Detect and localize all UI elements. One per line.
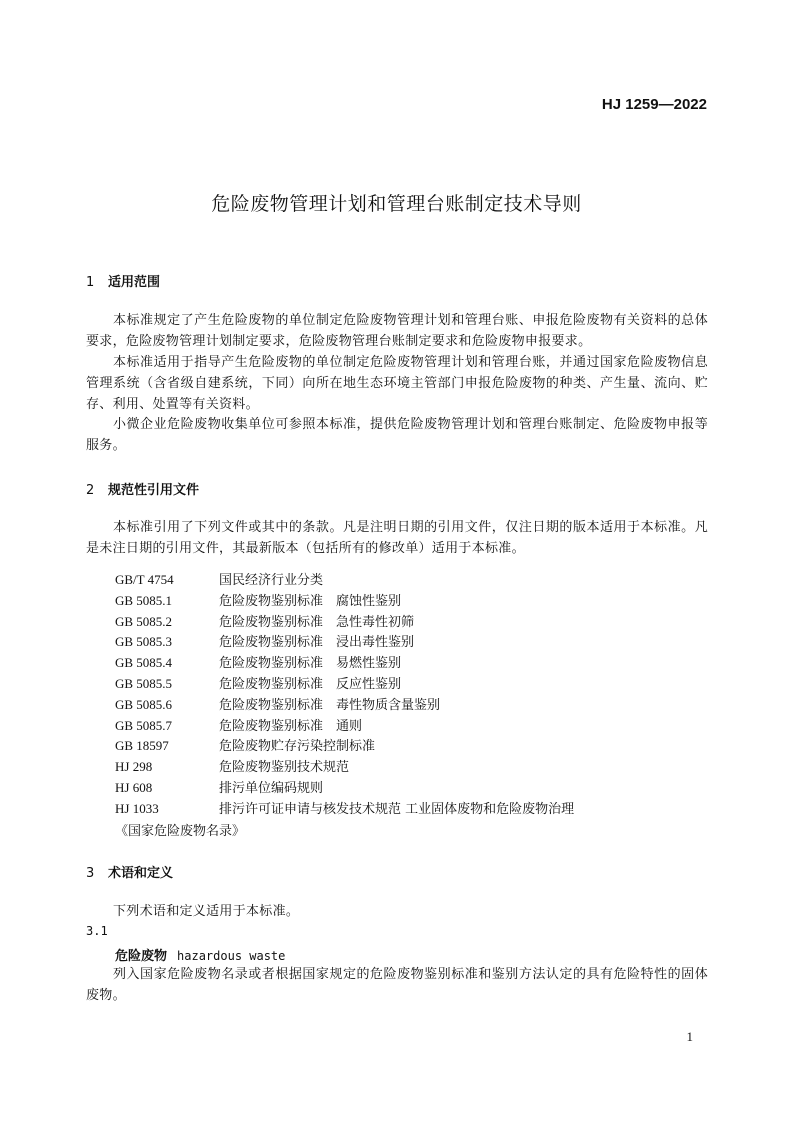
reference-item	[115, 653, 574, 674]
reference-item	[115, 591, 574, 612]
reference-code: GB 5085.5	[115, 675, 173, 691]
section-3-heading	[86, 862, 173, 881]
reference-code: HJ 608	[115, 779, 153, 795]
reference-name: 危险废物鉴别标准 急性毒性初筛	[219, 614, 415, 630]
reference-name: 危险废物鉴别标准 反应性鉴别	[219, 676, 402, 692]
reference-code: GB 5085.4	[115, 655, 173, 671]
section-3-intro: 下列术语和定义适用于本标准。	[113, 904, 300, 919]
reference-name: 危险废物鉴别标准 易燃性鉴别	[219, 656, 402, 672]
reference-code: HJ 1033	[115, 800, 159, 816]
section-3-title: 术语和定义	[108, 866, 174, 881]
reference-name: 排污单位编码规则	[219, 780, 324, 796]
reference-item	[115, 716, 574, 737]
reference-item	[115, 612, 574, 633]
section-2-heading	[86, 479, 199, 498]
reference-item	[115, 632, 574, 653]
reference-code: GB 5085.6	[115, 696, 173, 712]
reference-name: 危险废物鉴别标准 浸出毒性鉴别	[219, 635, 415, 651]
standard-code: HJ 1259—2022	[601, 96, 707, 113]
reference-item	[115, 778, 574, 799]
reference-code: HJ 298	[115, 759, 153, 775]
page-number: 1	[686, 1029, 693, 1044]
reference-name: 危险废物鉴别标准 通则	[219, 718, 363, 734]
reference-item	[115, 570, 574, 591]
reference-name: 国民经济行业分类	[219, 573, 324, 588]
reference-name: 排污许可证申请与核发技术规范 工业固体废物和危险废物治理	[219, 801, 575, 817]
section-1-title: 适用范围	[108, 275, 161, 290]
section-1-heading	[86, 271, 160, 290]
reference-item	[115, 757, 574, 778]
section-1-number: 1	[86, 275, 95, 290]
reference-name: 危险废物鉴别标准 腐蚀性鉴别	[219, 593, 402, 609]
reference-code: GB 18597	[115, 738, 169, 754]
document-title: 危险废物管理计划和管理台账制定技术导则	[211, 193, 582, 215]
reference-code: GB 5085.3	[115, 634, 173, 650]
term-definition: 列入国家危险废物名录或者根据国家规定的危险废物鉴别标准和鉴别方法认定的具有危险特性的固体废物。	[86, 967, 708, 1003]
reference-name: 危险废物鉴别标准 毒性物质含量鉴别	[219, 697, 441, 713]
term-chinese: 危险废物	[115, 949, 168, 964]
section-3-number: 3	[86, 866, 95, 881]
term-english: hazardous waste	[177, 949, 286, 963]
reference-item	[115, 736, 574, 757]
section-2-number: 2	[86, 483, 95, 498]
section-1-paragraph-3: 小微企业危险废物收集单位可参照本标准，提供危险废物管理计划和管理台账制定、危险废物申报等服务。	[86, 417, 708, 453]
reference-list	[115, 570, 574, 820]
reference-name: 危险废物贮存污染控制标准	[219, 739, 376, 755]
reference-item	[115, 695, 574, 716]
reference-code: GB 5085.1	[115, 592, 173, 608]
section-2-intro: 本标准引用了下列文件或其中的条款。凡是注明日期的引用文件，仅注日期的版本适用于本标准。凡是未注日期的引用文件，其最新版本（包括所有的修改单）适用于本标准。	[86, 520, 708, 556]
reference-code: GB 5085.2	[115, 613, 173, 629]
term-entry	[115, 945, 285, 964]
reference-code: GB/T 4754	[115, 572, 174, 587]
section-1-paragraph-1: 本标准规定了产生危险废物的单位制定危险废物管理计划和管理台账、申报危险废物有关资料的总体要求，危险废物管理计划制定要求，危险废物管理台账制定要求和危险废物申报要求。	[86, 313, 708, 349]
reference-code: GB 5085.7	[115, 717, 173, 733]
reference-item	[115, 799, 574, 820]
section-2-title: 规范性引用文件	[108, 483, 200, 498]
reference-catalog: 《国家危险废物名录》	[115, 824, 246, 839]
reference-name: 危险废物鉴别技术规范	[219, 760, 350, 776]
section-1-paragraph-2: 本标准适用于指导产生危险废物的单位制定危险废物管理计划和管理台账，并通过国家危险废物信息管理系统（含省级自建系统，下同）向所在地生态环境主管部门申报危险废物的种类、产生量、流向、贮存、利用、处置等有关资料。	[86, 355, 708, 412]
clause-number: 3.1	[86, 924, 108, 938]
reference-item	[115, 674, 574, 695]
